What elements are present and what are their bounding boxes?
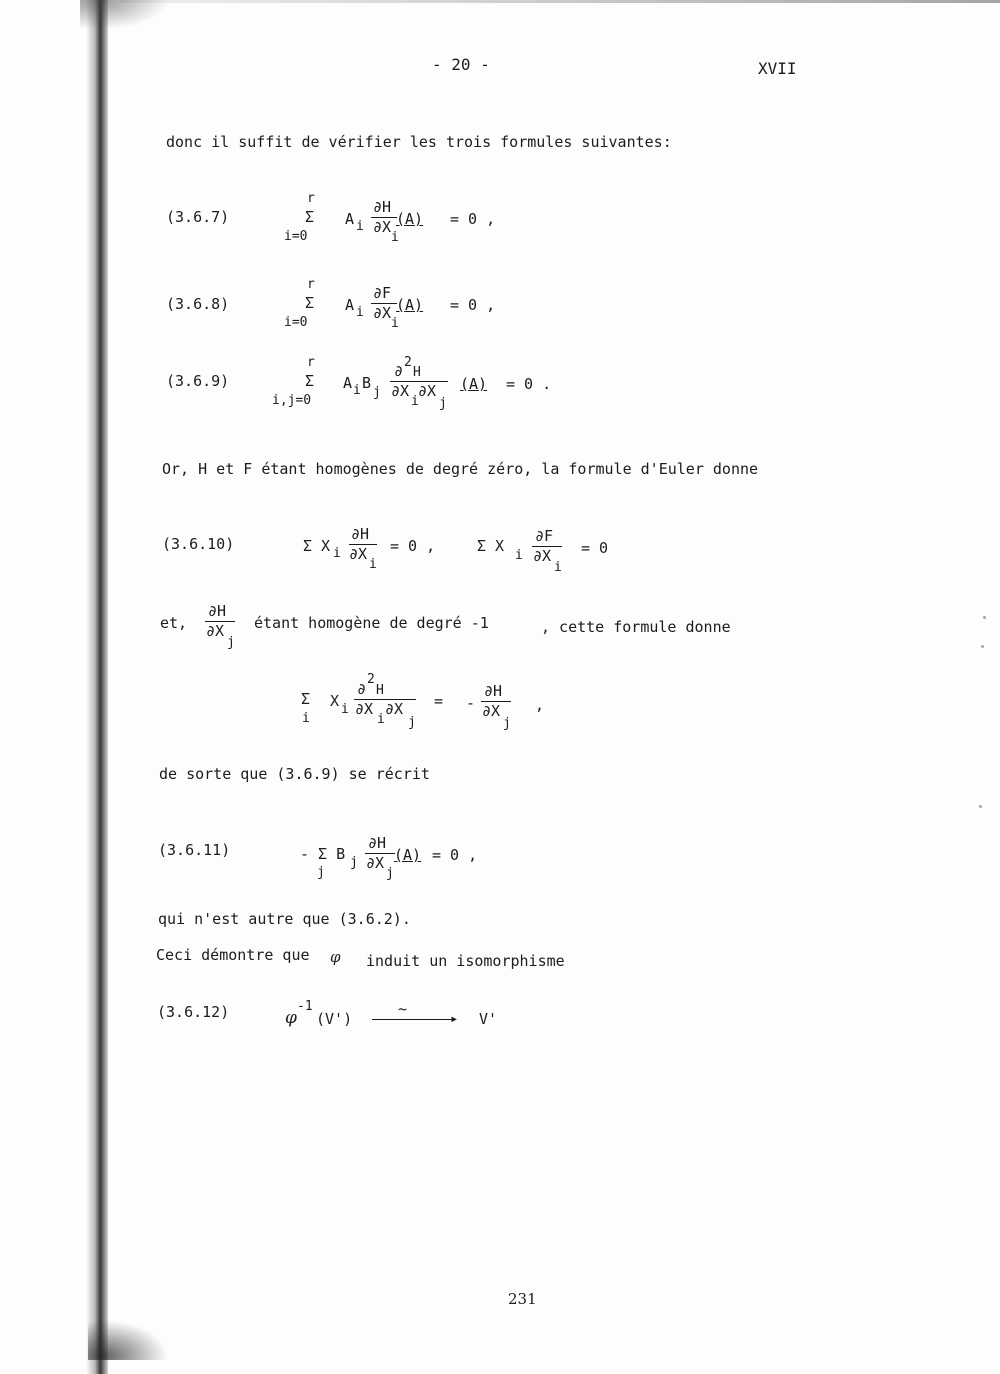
denominator-subscript: j [386,866,394,881]
conclusion-text: Ceci démontre que [156,946,310,964]
coefficient: A [345,296,355,314]
equation-label: (3.6.9) [166,372,230,390]
isomorphism-tilde: ~ [398,1000,408,1018]
rhs-denominator: ∂X [482,702,501,720]
fraction-numerator: ∂H [373,198,392,216]
equation-label: (3.6.7) [166,208,230,226]
sum-lower-limit: i=0 [284,229,308,244]
denominator-subscript: i [391,316,399,331]
coefficient-a-subscript: i [353,383,361,398]
left-numerator: ∂H [351,525,370,543]
intro-text: donc il suffit de vérifier les trois formules suivantes: [166,133,672,151]
denominator-first-subscript: i [377,712,385,727]
right-sum: Σ X [477,537,505,555]
arrow-head-icon: ▸ [450,1011,459,1027]
right-hand-side: = 0 , [432,846,478,864]
right-hand-side: = 0 , [450,296,496,314]
argument: (A) [396,210,424,228]
fraction-denominator: ∂X [373,218,392,236]
page-marker: - 20 - [432,55,490,74]
page-number: 231 [508,1290,537,1308]
equation-label: (3.6.8) [166,295,230,313]
trailing-comma: , [535,696,545,714]
numerator-exponent: 2 [367,672,375,687]
left-sum-subscript: i [333,546,341,561]
rhs-denominator-subscript: j [503,716,511,731]
phi-symbol: φ [285,1008,297,1028]
sum-upper-limit: r [307,277,315,292]
left-denominator: ∂X [349,545,368,563]
scan-top-edge [120,0,1000,3]
sum-lower-limit: i,j=0 [272,393,312,408]
coefficient-subscript: i [356,305,364,320]
binding-shadow [86,0,108,1374]
variable-x-subscript: i [341,702,349,717]
sigma-subscript: i [302,711,310,726]
et-word: et, [160,614,188,632]
scan-corner-shadow [80,0,170,30]
right-numerator: ∂F [535,527,554,545]
fraction-numerator: ∂ [394,362,404,380]
equals-sign: = [434,692,444,710]
argument: (A) [396,296,424,314]
coefficient: A [345,210,355,228]
fraction-numerator: ∂H [368,834,387,852]
sigma-symbol: Σ [305,372,315,390]
coefficient-subscript: i [356,219,364,234]
scan-speck [983,616,986,619]
fraction-denominator: ∂X [373,304,392,322]
right-hand-side: = 0 , [450,210,496,228]
right-denominator: ∂X [533,547,552,565]
target-space: V' [479,1010,498,1028]
argument: (A) [460,375,488,393]
equation-label: (3.6.11) [158,841,231,859]
euler-text: Or, H et F étant homogènes de degré zéro, la formule d'Euler donne [162,460,759,478]
inverse-exponent: -1 [297,999,313,1014]
equation-label: (3.6.12) [157,1003,230,1021]
argument: (A) [394,846,422,864]
minus-sign: - [466,694,476,712]
coefficient-b: B [362,374,372,392]
lhs-b-subscript: j [350,855,358,870]
fraction-denominator-first: ∂X [355,700,374,718]
homogeneity-text: étant homogène de degré -1 [254,614,489,632]
fraction-denominator-second: ∂X [385,700,404,718]
rewrite-text: de sorte que (3.6.9) se récrit [159,765,430,783]
denominator-subscript: j [227,635,235,650]
formula-text: , cette formule donne [541,618,731,636]
denominator-second-subscript: j [439,396,447,411]
fraction-numerator: ∂F [373,284,392,302]
denominator-subscript: i [391,230,399,245]
denominator-first-subscript: i [411,394,419,409]
rhs-numerator: ∂H [484,682,503,700]
fraction-denominator-second: ∂X [418,382,437,400]
numerator-function: H [413,365,421,380]
fraction-denominator: ∂X [206,622,225,640]
fraction-numerator: ∂H [208,602,227,620]
fraction-numerator: ∂ [357,680,367,698]
left-sum: Σ X [303,537,331,555]
scan-corner-shadow-bottom [88,1320,168,1360]
right-hand-side: = 0 . [506,375,552,393]
fraction-denominator-first: ∂X [391,382,410,400]
preimage-argument: (V') [316,1010,353,1028]
lhs-sum: - Σ B [300,845,346,863]
variable-x: X [330,692,340,710]
right-denominator-subscript: i [554,560,562,575]
sigma-symbol: Σ [305,208,315,226]
sigma-symbol: Σ [305,294,315,312]
numerator-function: H [376,683,384,698]
chapter-number: XVII [758,59,797,78]
reference-text: qui n'est autre que (3.6.2). [158,910,411,928]
left-denominator-subscript: i [369,557,377,572]
sum-lower-limit: i=0 [284,315,308,330]
scan-speck [979,805,982,808]
numerator-exponent: 2 [404,355,412,370]
coefficient-b-subscript: j [373,385,381,400]
equation-label: (3.6.10) [162,535,235,553]
right-sum-subscript: i [515,548,523,563]
denominator-second-subscript: j [408,715,416,730]
arrow-shaft [372,1019,454,1020]
sum-upper-limit: r [307,355,315,370]
coefficient-a: A [343,374,353,392]
sum-upper-limit: r [307,191,315,206]
sum-subscript: j [317,865,325,880]
conclusion-text-end: induit un isomorphisme [366,952,565,970]
right-equals-zero: = 0 [581,539,609,557]
phi-symbol: φ [330,948,341,966]
fraction-denominator: ∂X [366,854,385,872]
sigma-symbol: Σ [301,690,311,708]
scan-speck [981,645,984,648]
left-equals-zero: = 0 , [390,537,436,555]
